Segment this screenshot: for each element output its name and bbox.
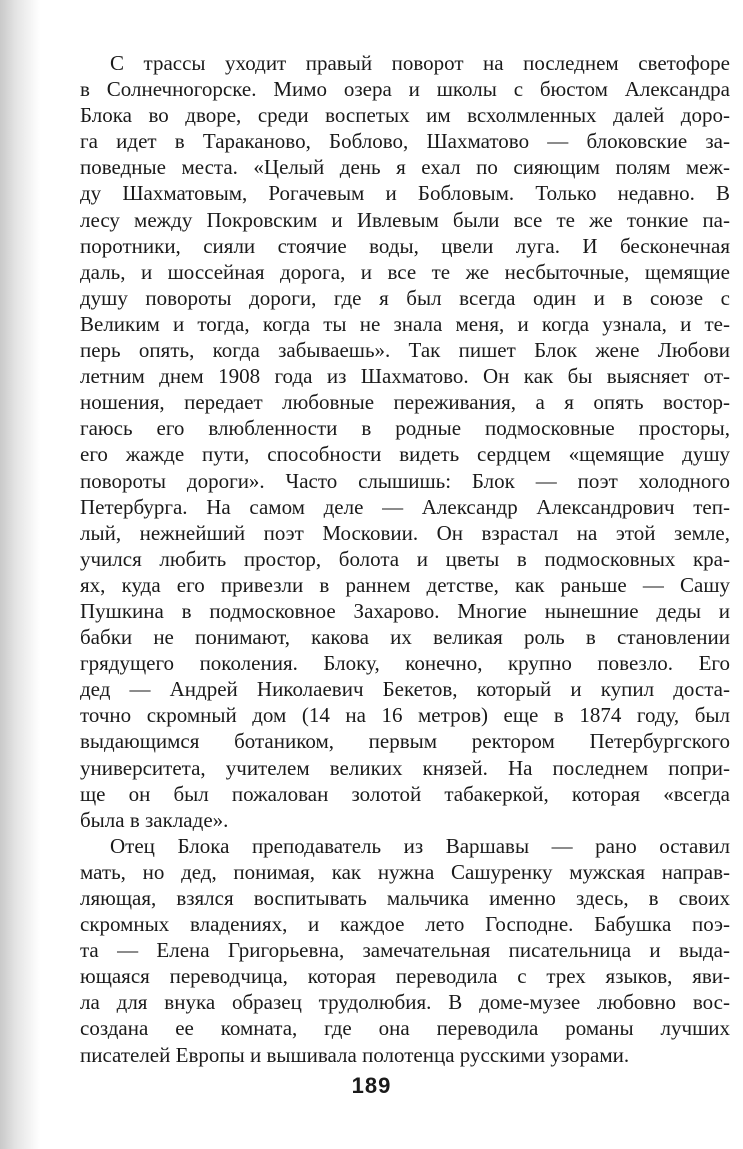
text-line: дед — Андрей Николаевич Бекетов, который и купил доста-	[80, 677, 730, 702]
text-line: мать, но дед, понимая, как нужна Сашуренку мужская направ-	[80, 859, 730, 884]
text-line: ющаяся переводчица, которая переводила с трех языков, яви-	[80, 964, 730, 989]
paragraph	[80, 833, 730, 1068]
text-line: ях, куда его привезли в раннем детстве, как раньше — Сашу	[80, 572, 730, 597]
text-line: бабки не понимают, какова их великая роль в становлении	[80, 625, 730, 650]
page-number: 189	[351, 1073, 392, 1098]
text-line: скромных владениях, и каждое лето Господне. Бабушка поэ-	[80, 912, 730, 937]
text-line: в Солнечногорске. Мимо озера и школы с бюстом Александра	[80, 77, 730, 102]
text-line: Пушкина в подмосковное Захарово. Многие нынешние деды и	[80, 598, 730, 623]
text-line: даль, и шоссейная дорога, и все те же несбыточные, щемящие	[80, 259, 730, 284]
text-line: учился любить простор, болота и цветы в подмосковных кра-	[80, 546, 730, 571]
text-line: Блока во дворе, среди воспетых им всхолмленных далей доро-	[80, 103, 730, 128]
text-line: ще он был пожалован золотой табакеркой, которая «всегда	[80, 781, 730, 806]
text-line: поведные места. «Целый день я ехал по сияющим полям меж-	[80, 155, 730, 180]
text-line: создана ее комната, где она переводила романы лучших	[80, 1016, 730, 1041]
text-line: перь опять, когда забываешь». Так пишет Блок жене Любови	[80, 338, 730, 363]
text-line: повороты дороги». Часто слышишь: Блок — поэт холодного	[80, 468, 730, 493]
text-line: га идет в Тараканово, Боблово, Шахматово — блоковские за-	[80, 129, 730, 154]
text-line: университета, учителем великих князей. На последнем попри-	[80, 755, 730, 780]
text-line: Великим и тогда, когда ты не знала меня, и когда узнала, и те-	[80, 311, 730, 336]
text-line: выдающимся ботаником, первым ректором Петербургского	[80, 729, 730, 754]
text-line: Отец Блока преподаватель из Варшавы — рано оставил	[110, 833, 730, 858]
text-line: С трассы уходит правый поворот на последнем светофоре	[110, 51, 730, 75]
text-line: ношения, передает любовные переживания, а я опять востор-	[80, 390, 730, 415]
text-line: грядущего поколения. Блоку, конечно, крупно повезло. Его	[80, 651, 730, 676]
scan-edge-shadow	[0, 0, 40, 1149]
text-line: была в закладе».	[80, 807, 229, 832]
body-text	[80, 50, 730, 1068]
text-line: его жажде пути, способности видеть сердцем «щемящие душу	[80, 442, 730, 467]
text-line: писателей Европы и вышивала полотенца русскими узорами.	[80, 1042, 630, 1067]
text-line: душу повороты дороги, где я был всегда один и в союзе с	[80, 285, 730, 310]
text-line: лый, нежнейший поэт Московии. Он взрастал на этой земле,	[80, 520, 730, 545]
text-line: Петербурга. На самом деле — Александр Александрович теп-	[80, 494, 730, 519]
text-line: гаюсь его влюбленности в родные подмосковные просторы,	[80, 416, 730, 441]
text-line: ду Шахматовым, Рогачевым и Бобловым. Только недавно. В	[80, 181, 730, 206]
text-line: летним днем 1908 года из Шахматово. Он как бы выясняет от-	[80, 364, 730, 389]
text-line: точно скромный дом (14 на 16 метров) еще в 1874 году, был	[80, 703, 730, 728]
paragraph	[80, 50, 730, 833]
text-line: та — Елена Григорьевна, замечательная писательница и выда-	[80, 938, 730, 963]
text-line: поротники, сияли стоячие воды, цвели луга. И бесконечная	[80, 233, 730, 258]
text-line: ляющая, взялся воспитывать мальчика именно здесь, в своих	[80, 886, 730, 910]
text-line: лесу между Покровским и Ивлевым были все те же тонкие па-	[80, 207, 730, 232]
text-line: ла для внука образец трудолюбия. В доме-музее любовно вос-	[80, 990, 730, 1015]
